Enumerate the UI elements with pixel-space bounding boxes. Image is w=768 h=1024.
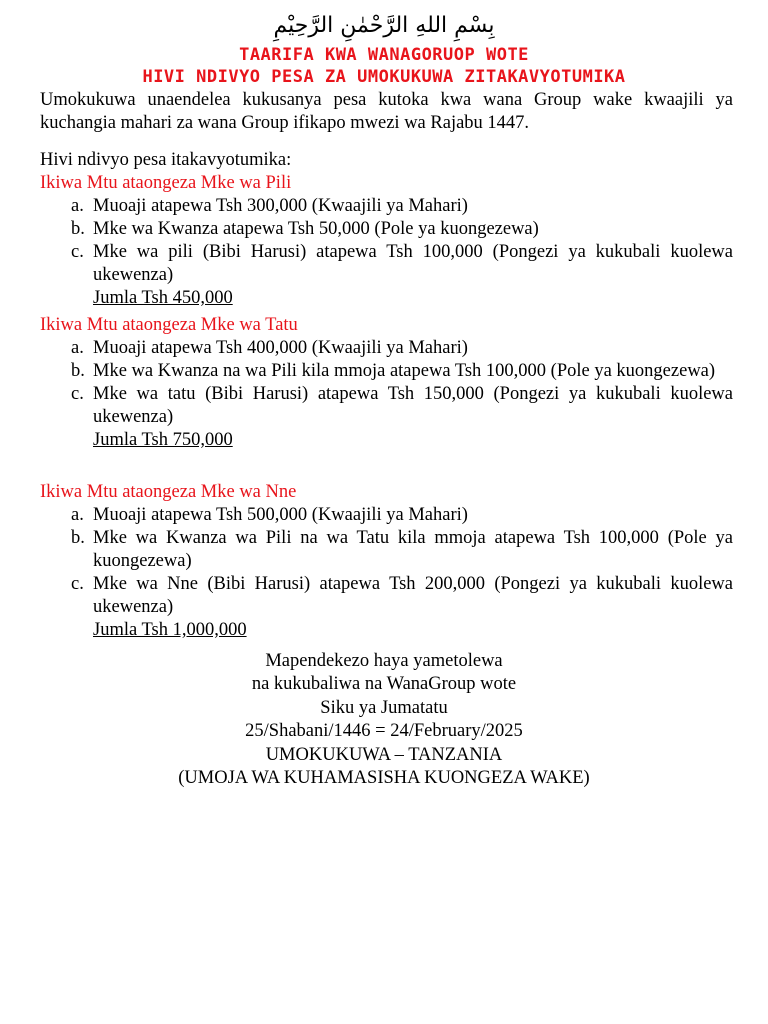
section-total: Jumla Tsh 1,000,000: [93, 620, 247, 640]
list-marker: c.: [71, 384, 84, 404]
list-item: [40, 241, 733, 287]
section-list-mke-wa-nne: [40, 504, 733, 642]
closing-day: Siku ya Jumatatu: [320, 697, 448, 718]
list-marker: b.: [71, 361, 85, 381]
list-item-text: Mke wa Kwanza na wa Pili kila mmoja atapewa Tsh 100,000 (Pole ya kuongezewa): [93, 361, 716, 381]
notice-subtitle: HIVI NDIVYO PESA ZA UMOKUKUWA ZITAKAVYOTUMIKA: [142, 67, 626, 87]
list-item-text: Mke wa Kwanza wa Pili na wa Tatu kila mmoja atapewa Tsh 100,000 (Pole ya kuongezewa): [93, 528, 733, 571]
list-item-text: Mke wa tatu (Bibi Harusi) atapewa Tsh 150,000 (Pongezi ya kukubali kuolewa ukewenza): [93, 384, 733, 427]
notice-title: TAARIFA KWA WANAGORUOP WOTE: [239, 45, 529, 65]
list-item-text: Mke wa Kwanza atapewa Tsh 50,000 (Pole ya kuongezewa): [93, 219, 539, 239]
organization-full-name: (UMOJA WA KUHAMASISHA KUONGEZA WAKE): [178, 768, 590, 789]
closing-line: Mapendekezo haya yametolewa: [265, 651, 503, 671]
organization-name: UMOKUKUWA – TANZANIA: [265, 744, 503, 765]
list-item-text: Mke wa Nne (Bibi Harusi) atapewa Tsh 200,000 (Pongezi ya kukubali kuolewa ukewenza): [93, 574, 733, 617]
list-marker: b.: [71, 528, 85, 548]
list-item: [40, 504, 733, 527]
list-item: [40, 383, 733, 429]
list-item: [40, 573, 733, 619]
section-total: Jumla Tsh 450,000: [93, 288, 233, 308]
list-item: [40, 195, 733, 218]
plan-intro: Hivi ndivyo pesa itakavyotumika:: [40, 150, 292, 170]
list-marker: a.: [71, 338, 84, 358]
closing-line: na kukubaliwa na WanaGroup wote: [251, 674, 517, 695]
closing-date: 25/Shabani/1446 = 24/February/2025: [245, 721, 523, 742]
list-marker: b.: [71, 219, 85, 239]
intro-paragraph: Umokukuwa unaendelea kukusanya pesa kutoka kwa wana Group wake kwaajili ya kuchangia mahari za wana Group ifikapo mwezi wa Rajabu 1447.: [40, 90, 733, 133]
list-item-text: Muoaji atapewa Tsh 400,000 (Kwaajili ya Mahari): [93, 338, 468, 358]
list-item-text: Muoaji atapewa Tsh 300,000 (Kwaajili ya Mahari): [93, 196, 468, 216]
section-title-mke-wa-pili: Ikiwa Mtu ataongeza Mke wa Pili: [40, 173, 292, 193]
list-marker: c.: [71, 242, 84, 262]
list-item-text: Muoaji atapewa Tsh 500,000 (Kwaajili ya Mahari): [93, 505, 468, 525]
list-marker: a.: [71, 196, 84, 216]
section-list-mke-wa-tatu: [40, 337, 733, 452]
section-title-mke-wa-nne: Ikiwa Mtu ataongeza Mke wa Nne: [40, 482, 297, 502]
list-marker: c.: [71, 574, 84, 594]
section-list-mke-wa-pili: [40, 195, 733, 310]
list-item: [40, 218, 733, 241]
bismillah-calligraphy: بِسْمِ اللهِ الرَّحْمٰنِ الرَّحِيْمِ: [273, 13, 495, 38]
list-marker: a.: [71, 505, 84, 525]
section-total: Jumla Tsh 750,000: [93, 430, 233, 450]
list-item: [40, 337, 733, 360]
list-item: [40, 360, 733, 383]
closing-statement: [0, 650, 768, 790]
section-title-mke-wa-tatu: Ikiwa Mtu ataongeza Mke wa Tatu: [40, 315, 298, 335]
list-item: [40, 527, 733, 573]
list-item-text: Mke wa pili (Bibi Harusi) atapewa Tsh 100,000 (Pongezi ya kukubali kuolewa ukewenza): [93, 242, 733, 285]
